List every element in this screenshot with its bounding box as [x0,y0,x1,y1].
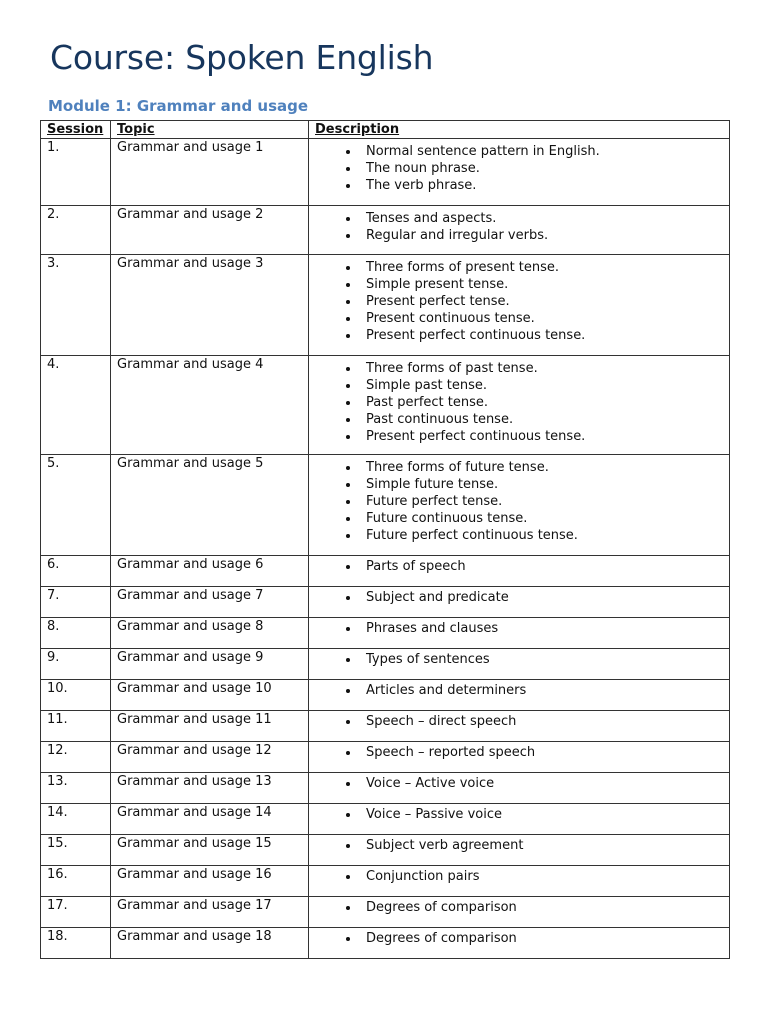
description-item: • The verb phrase. [360,177,723,194]
description-item: • Three forms of future tense. [360,459,723,476]
session-topic: Grammar and usage 16 [111,866,309,897]
session-description [309,649,730,680]
course-title: Course: Spoken English [50,38,434,77]
description-list [315,620,723,637]
description-list [315,210,723,244]
table-row [41,711,730,742]
description-list [315,868,723,885]
table-row [41,255,730,356]
description-item: • Three forms of present tense. [360,259,723,276]
sessions-table [40,120,730,959]
description-list [315,459,723,544]
session-topic: Grammar and usage 12 [111,742,309,773]
table-row [41,206,730,255]
description-item: • Three forms of past tense. [360,360,723,377]
description-list [315,259,723,344]
session-description [309,680,730,711]
session-description [309,742,730,773]
description-list [315,589,723,606]
session-number: 4. [41,356,111,455]
table-row [41,680,730,711]
table-row [41,556,730,587]
session-number: 10. [41,680,111,711]
table-row [41,618,730,649]
description-item: • Voice – Passive voice [360,806,723,823]
session-number: 3. [41,255,111,356]
description-item: • Conjunction pairs [360,868,723,885]
session-topic: Grammar and usage 15 [111,835,309,866]
description-item: • Articles and determiners [360,682,723,699]
description-item: • Present perfect continuous tense. [360,327,723,344]
session-topic: Grammar and usage 13 [111,773,309,804]
table-row [41,587,730,618]
session-number: 11. [41,711,111,742]
description-item: • Phrases and clauses [360,620,723,637]
description-list [315,744,723,761]
description-item: • Subject and predicate [360,589,723,606]
session-number: 15. [41,835,111,866]
module-heading: Module 1: Grammar and usage [48,97,309,115]
table-row [41,455,730,556]
session-topic: Grammar and usage 17 [111,897,309,928]
description-item: • Tenses and aspects. [360,210,723,227]
table-body [41,139,730,959]
session-topic: Grammar and usage 18 [111,928,309,959]
description-item: • Voice – Active voice [360,775,723,792]
session-topic: Grammar and usage 4 [111,356,309,455]
session-description [309,356,730,455]
session-description [309,711,730,742]
description-item: • Present continuous tense. [360,310,723,327]
session-description [309,556,730,587]
description-list [315,775,723,792]
description-list [315,930,723,947]
session-topic: Grammar and usage 6 [111,556,309,587]
description-list [315,682,723,699]
table-row [41,866,730,897]
table-row [41,897,730,928]
session-description [309,804,730,835]
session-number: 6. [41,556,111,587]
session-number: 1. [41,139,111,206]
session-topic: Grammar and usage 10 [111,680,309,711]
session-topic: Grammar and usage 9 [111,649,309,680]
header-session: Session [41,121,111,139]
session-description [309,928,730,959]
session-topic: Grammar and usage 7 [111,587,309,618]
table-row [41,649,730,680]
session-description [309,897,730,928]
session-description [309,455,730,556]
session-description [309,773,730,804]
description-item: • Simple past tense. [360,377,723,394]
description-item: • Future continuous tense. [360,510,723,527]
session-number: 12. [41,742,111,773]
description-item: • Past continuous tense. [360,411,723,428]
table-row [41,928,730,959]
session-number: 14. [41,804,111,835]
table-row [41,773,730,804]
session-description [309,835,730,866]
session-topic: Grammar and usage 1 [111,139,309,206]
session-number: 5. [41,455,111,556]
session-topic: Grammar and usage 3 [111,255,309,356]
table-row [41,139,730,206]
description-item: • Normal sentence pattern in English. [360,143,723,160]
session-description [309,255,730,356]
session-number: 17. [41,897,111,928]
header-description: Description [309,121,730,139]
session-description [309,587,730,618]
session-number: 13. [41,773,111,804]
description-list [315,558,723,575]
table-row [41,804,730,835]
description-item: • Past perfect tense. [360,394,723,411]
description-item: • Degrees of comparison [360,899,723,916]
session-description [309,139,730,206]
table-row [41,742,730,773]
table-header-row [41,121,730,139]
table-row [41,356,730,455]
header-topic: Topic [111,121,309,139]
table-row [41,835,730,866]
description-item: • The noun phrase. [360,160,723,177]
description-item: • Speech – direct speech [360,713,723,730]
description-item: • Parts of speech [360,558,723,575]
session-topic: Grammar and usage 11 [111,711,309,742]
session-number: 9. [41,649,111,680]
description-list [315,837,723,854]
description-item: • Subject verb agreement [360,837,723,854]
session-topic: Grammar and usage 2 [111,206,309,255]
session-number: 18. [41,928,111,959]
description-list [315,651,723,668]
session-number: 16. [41,866,111,897]
session-topic: Grammar and usage 8 [111,618,309,649]
description-list [315,806,723,823]
description-item: • Present perfect tense. [360,293,723,310]
description-list [315,143,723,194]
session-description [309,618,730,649]
description-list [315,899,723,916]
session-description [309,866,730,897]
session-topic: Grammar and usage 14 [111,804,309,835]
description-item: • Present perfect continuous tense. [360,428,723,445]
description-list [315,713,723,730]
description-item: • Degrees of comparison [360,930,723,947]
session-description [309,206,730,255]
session-topic: Grammar and usage 5 [111,455,309,556]
description-list [315,360,723,445]
description-item: • Simple future tense. [360,476,723,493]
session-number: 7. [41,587,111,618]
session-number: 2. [41,206,111,255]
description-item: • Speech – reported speech [360,744,723,761]
description-item: • Future perfect tense. [360,493,723,510]
description-item: • Types of sentences [360,651,723,668]
description-item: • Regular and irregular verbs. [360,227,723,244]
description-item: • Future perfect continuous tense. [360,527,723,544]
description-item: • Simple present tense. [360,276,723,293]
session-number: 8. [41,618,111,649]
